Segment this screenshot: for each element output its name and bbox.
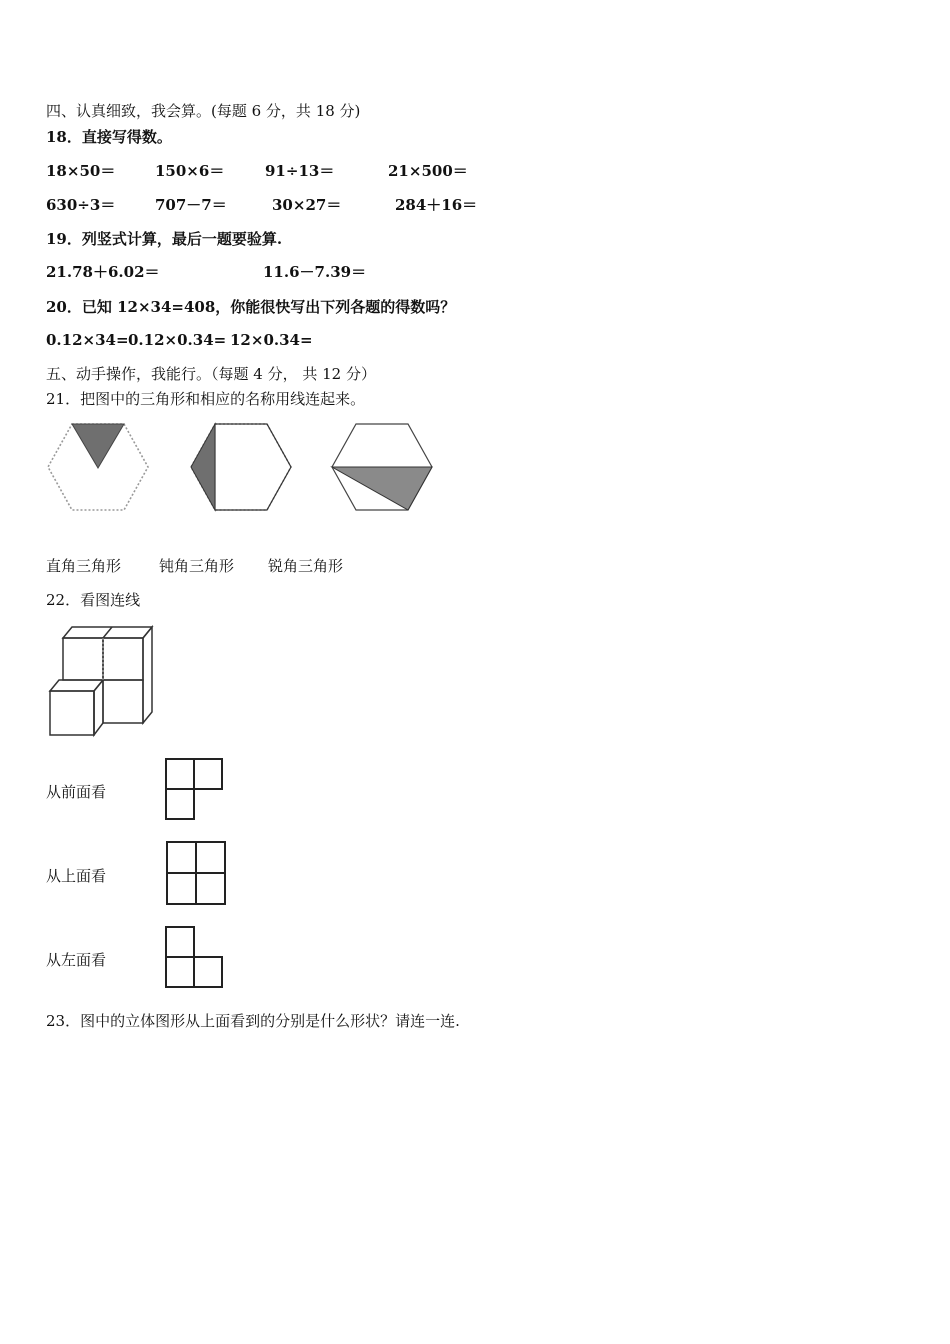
view-label-top: 从上面看: [46, 867, 107, 885]
question-19-title: 19．列竖式计算，最后一题要验算.: [46, 230, 283, 248]
triangle-name-right: 直角三角形: [46, 557, 122, 575]
question-18-title: 18．直接写得数。: [46, 128, 172, 146]
triangle-name-obtuse: 钝角三角形: [159, 557, 235, 575]
question-21-title: 21．把图中的三角形和相应的名称用线连起来。: [46, 390, 366, 408]
acute-triangle-shape: [72, 424, 124, 468]
view-label-front: 从前面看: [46, 783, 107, 801]
hexagon-figure-2: [187, 420, 297, 516]
obtuse-triangle-shape: [191, 424, 215, 510]
q18-item-2: 150×6＝: [155, 162, 225, 180]
q18-item-8: 284＋16＝: [395, 196, 478, 214]
right-triangle-shape: [332, 467, 432, 510]
q18-item-7: 30×27＝: [272, 196, 342, 214]
q18-item-4: 21×500＝: [388, 162, 468, 180]
section-5-heading: 五、动手操作，我能行。（每题 4 分， 共 12 分）: [46, 365, 376, 383]
q18-item-1: 18×50＝: [46, 162, 116, 180]
question-20-title: 20．已知 12×34=408，你能很快写出下列各题的得数吗？: [46, 298, 456, 316]
q20-item-1: 0.12×34=: [46, 331, 129, 349]
question-23-title: 23．图中的立体图形从上面看到的分别是什么形状？请连一连.: [46, 1012, 460, 1030]
q20-item-3: 12×0.34=: [230, 331, 313, 349]
triangle-name-acute: 锐角三角形: [268, 557, 344, 575]
q19-item-1: 21.78＋6.02＝: [46, 263, 160, 281]
view-label-left: 从左面看: [46, 951, 107, 969]
question-22-title: 22．看图连线: [46, 591, 141, 609]
cube-stack-figure: [46, 624, 156, 740]
view-shape-2: [165, 840, 227, 906]
q20-item-2: 0.12×0.34=: [128, 331, 227, 349]
q18-item-3: 91÷13＝: [265, 162, 335, 180]
view-shape-3: [164, 925, 224, 989]
q18-item-6: 707－7＝: [155, 196, 227, 214]
q18-item-5: 630÷3＝: [46, 196, 116, 214]
hexagon-figure-3: [328, 420, 438, 516]
hexagon-figure-1: [44, 420, 154, 516]
view-shape-1: [164, 757, 224, 821]
q19-item-2: 11.6－7.39＝: [263, 263, 367, 281]
section-4-heading: 四、认真细致，我会算。(每题 6 分，共 18 分): [46, 102, 361, 120]
